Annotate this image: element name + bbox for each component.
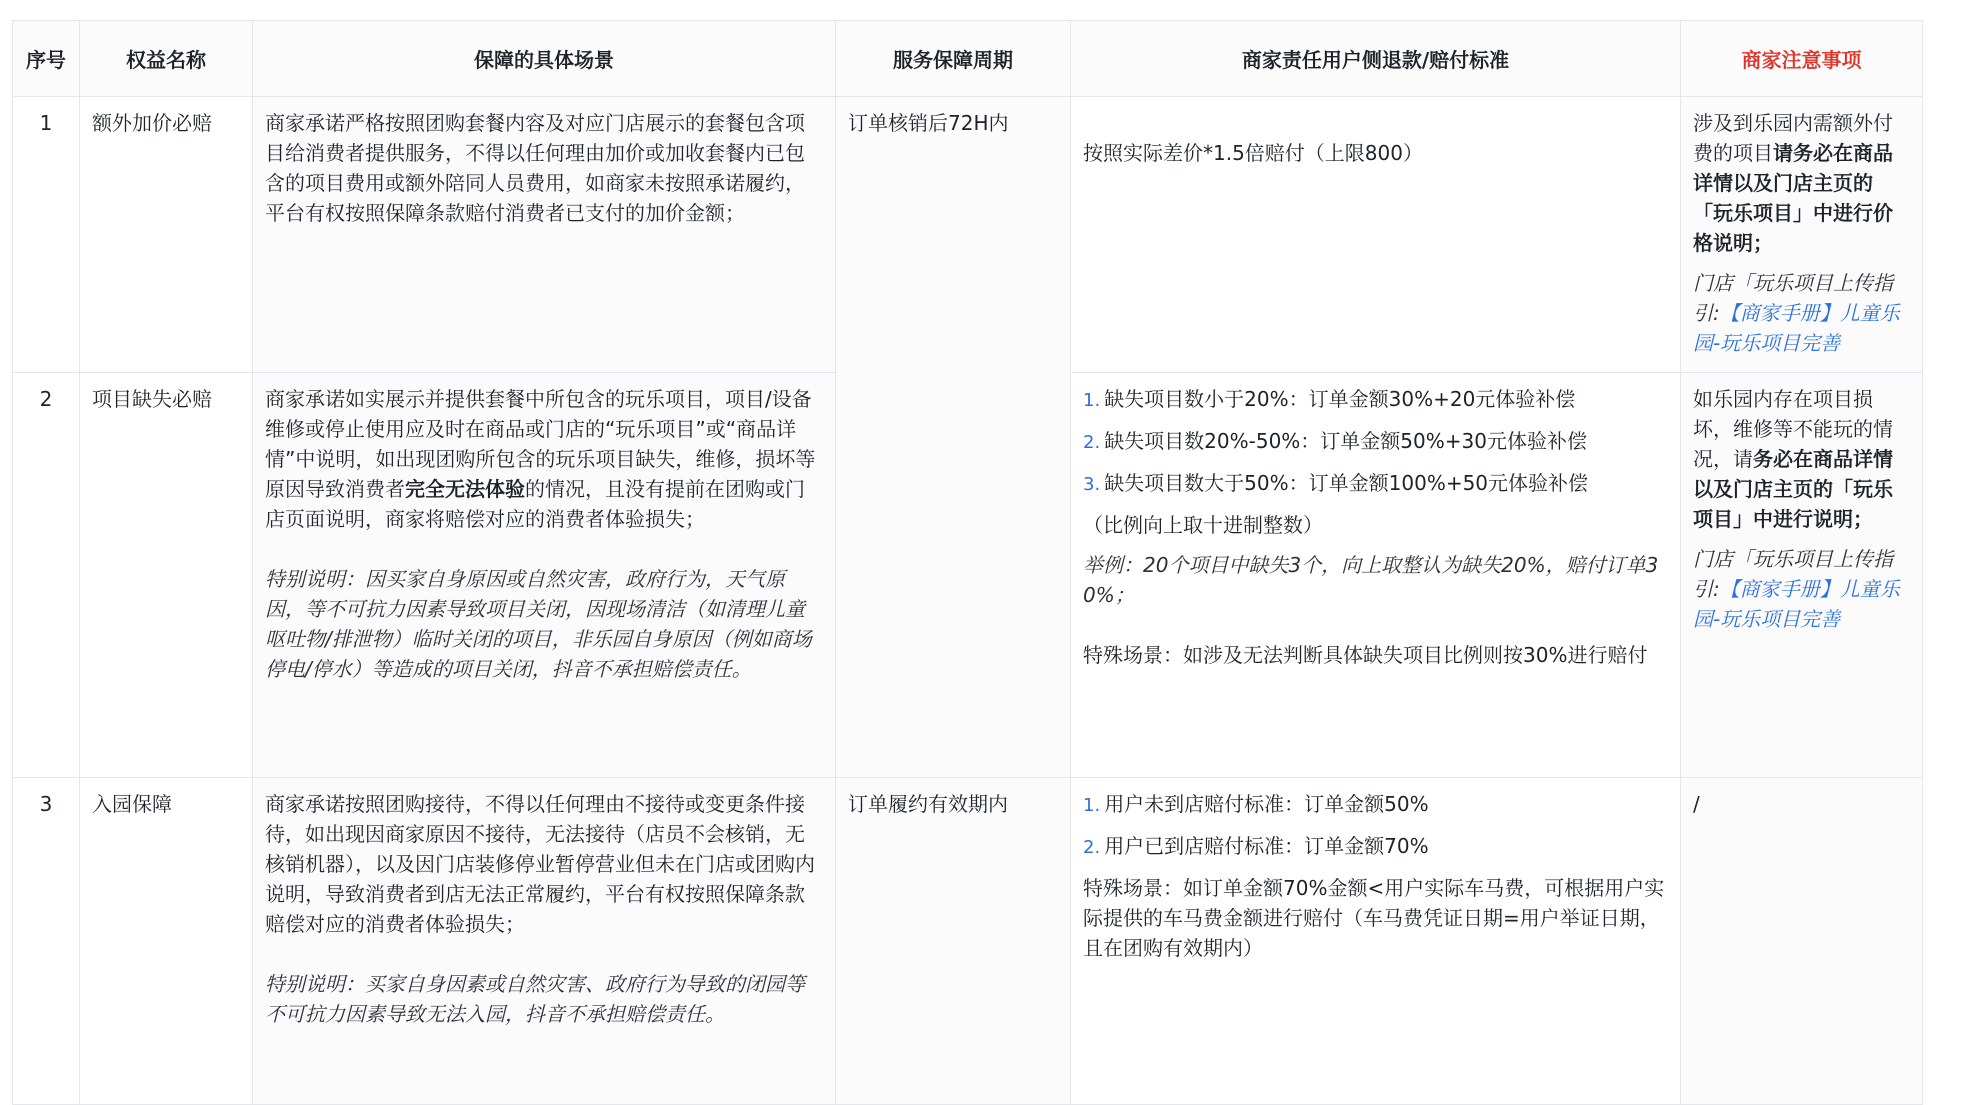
header-index: 序号 (13, 21, 80, 97)
standard-rounding: （比例向上取十进制整数） (1083, 513, 1323, 537)
row-name: 额外加价必赔 (80, 97, 253, 373)
note-prefix: 涉及到乐园内需额外付费的项目 (1693, 111, 1893, 165)
row-standard (1071, 373, 1681, 778)
note-bold: 务必在商品详情以及门店主页的「玩乐项目」中进行说明； (1693, 447, 1893, 531)
row-scene (253, 778, 836, 1105)
row-standard (1071, 97, 1681, 373)
row-scene (253, 373, 836, 778)
note-guide (1693, 544, 1910, 634)
list-item-text: 缺失项目数20%-50%：订单金额50%+30元体验补偿 (1104, 429, 1587, 453)
note-text (1693, 108, 1910, 258)
period-text: 订单履约有效期内 (848, 792, 1008, 816)
scene-text-before: 商家承诺如实展示并提供套餐中所包含的玩乐项目，项目/设备维修或停止使用应及时在商品或门店的“玩乐项目”或“商品详情”中说明，如出现团购所包含的玩乐项目缺失，维修，损坏等原因导致消费者 (265, 387, 816, 501)
scene-text (265, 384, 823, 534)
row-period (836, 778, 1071, 1105)
scene-special-note: 特别说明：因买家自身原因或自然灾害，政府行为，天气原因，等不可抗力因素导致项目关闭，因现场清洁（如清理儿童呕吐物/排泄物）临时关闭的项目，非乐园自身原因（例如商场停电/停水）等造成的项目关闭，抖音不承担赔偿责任。 (265, 567, 812, 681)
note-text: / (1693, 792, 1700, 816)
list-item: 3. 缺失项目数大于50%：订单金额100%+50元体验补偿 (1083, 471, 1589, 495)
row-name: 入园保障 (80, 778, 253, 1105)
row-notes (1681, 373, 1923, 778)
merchant-manual-link[interactable]: 【商家手册】儿童乐园-玩乐项目完善 (1693, 577, 1900, 631)
standard-example: 举例：20个项目中缺失3个，向上取整认为缺失20%，赔付订单30%； (1083, 553, 1659, 607)
row-notes (1681, 97, 1923, 373)
standard-list (1083, 789, 1668, 863)
note-text (1693, 384, 1910, 534)
table-row (13, 778, 1923, 1105)
list-item-text: 缺失项目数小于20%：订单金额30%+20元体验补偿 (1104, 387, 1576, 411)
header-scene: 保障的具体场景 (253, 21, 836, 97)
scene-text-after: 的情况，且没有提前在团购或门店页面说明，商家将赔偿对应的消费者体验损失； (265, 477, 805, 531)
header-period: 服务保障周期 (836, 21, 1071, 97)
period-text: 订单核销后72H内 (848, 111, 1009, 135)
header-name: 权益名称 (80, 21, 253, 97)
standard-special: 特殊场景：如涉及无法判断具体缺失项目比例则按30%进行赔付 (1083, 643, 1648, 667)
note-guide-prefix: 门店「玩乐项目上传指引: (1693, 271, 1893, 325)
row-period (836, 97, 1071, 778)
row-index: 2 (13, 373, 80, 778)
header-notes: 商家注意事项 (1681, 21, 1923, 97)
scene-text: 商家承诺严格按照团购套餐内容及对应门店展示的套餐包含项目给消费者提供服务，不得以任何理由加价或加收套餐内已包含的项目费用或额外陪同人员费用，如商家未按照承诺履约，平台有权按照保障条款赔付消费者已支付的加价金额； (265, 111, 805, 225)
list-item: 2. 用户已到店赔付标准：订单金额70% (1083, 834, 1429, 858)
standard-list (1083, 384, 1668, 500)
guarantee-table-container (12, 20, 1923, 1105)
row-name: 项目缺失必赔 (80, 373, 253, 778)
scene-special-note: 特别说明：买家自身因素或自然灾害、政府行为导致的闭园等不可抗力因素导致无法入园，抖音不承担赔偿责任。 (265, 972, 805, 1026)
merchant-manual-link[interactable]: 【商家手册】儿童乐园-玩乐项目完善 (1693, 301, 1900, 355)
list-item-text: 缺失项目数大于50%：订单金额100%+50元体验补偿 (1104, 471, 1589, 495)
table-row (13, 97, 1923, 373)
list-item-text: 用户未到店赔付标准：订单金额50% (1104, 792, 1429, 816)
note-bold: 请务必在商品详情以及门店主页的「玩乐项目」中进行价格说明； (1693, 141, 1893, 255)
scene-text: 商家承诺按照团购接待，不得以任何理由不接待或变更条件接待，如出现因商家原因不接待，无法接待（店员不会核销，无核销机器），以及因门店装修停业暂停营业但未在门店或团购内说明，导致消费者到店无法正常履约，平台有权按照保障条款赔偿对应的消费者体验损失； (265, 792, 815, 936)
table-header-row (13, 21, 1923, 97)
note-guide-prefix: 门店「玩乐项目上传指引: (1693, 547, 1893, 601)
standard-special: 特殊场景：如订单金额70%金额<用户实际车马费，可根据用户实际提供的车马费金额进行赔付（车马费凭证日期=用户举证日期，且在团购有效期内） (1083, 876, 1665, 960)
row-index: 3 (13, 778, 80, 1105)
note-prefix: 如乐园内存在项目损坏，维修等不能玩的情况，请 (1693, 387, 1893, 471)
row-index: 1 (13, 97, 80, 373)
scene-text-bold: 完全无法体验 (405, 477, 525, 501)
list-item: 1. 用户未到店赔付标准：订单金额50% (1083, 792, 1429, 816)
note-guide (1693, 268, 1910, 358)
row-standard (1071, 778, 1681, 1105)
header-standard: 商家责任用户侧退款/赔付标准 (1071, 21, 1681, 97)
row-scene (253, 97, 836, 373)
list-item: 2. 缺失项目数20%-50%：订单金额50%+30元体验补偿 (1083, 429, 1587, 453)
guarantee-table (12, 20, 1923, 1105)
list-item: 1. 缺失项目数小于20%：订单金额30%+20元体验补偿 (1083, 387, 1576, 411)
standard-text: 按照实际差价*1.5倍赔付（上限800） (1083, 141, 1423, 165)
row-notes (1681, 778, 1923, 1105)
list-item-text: 用户已到店赔付标准：订单金额70% (1104, 834, 1429, 858)
